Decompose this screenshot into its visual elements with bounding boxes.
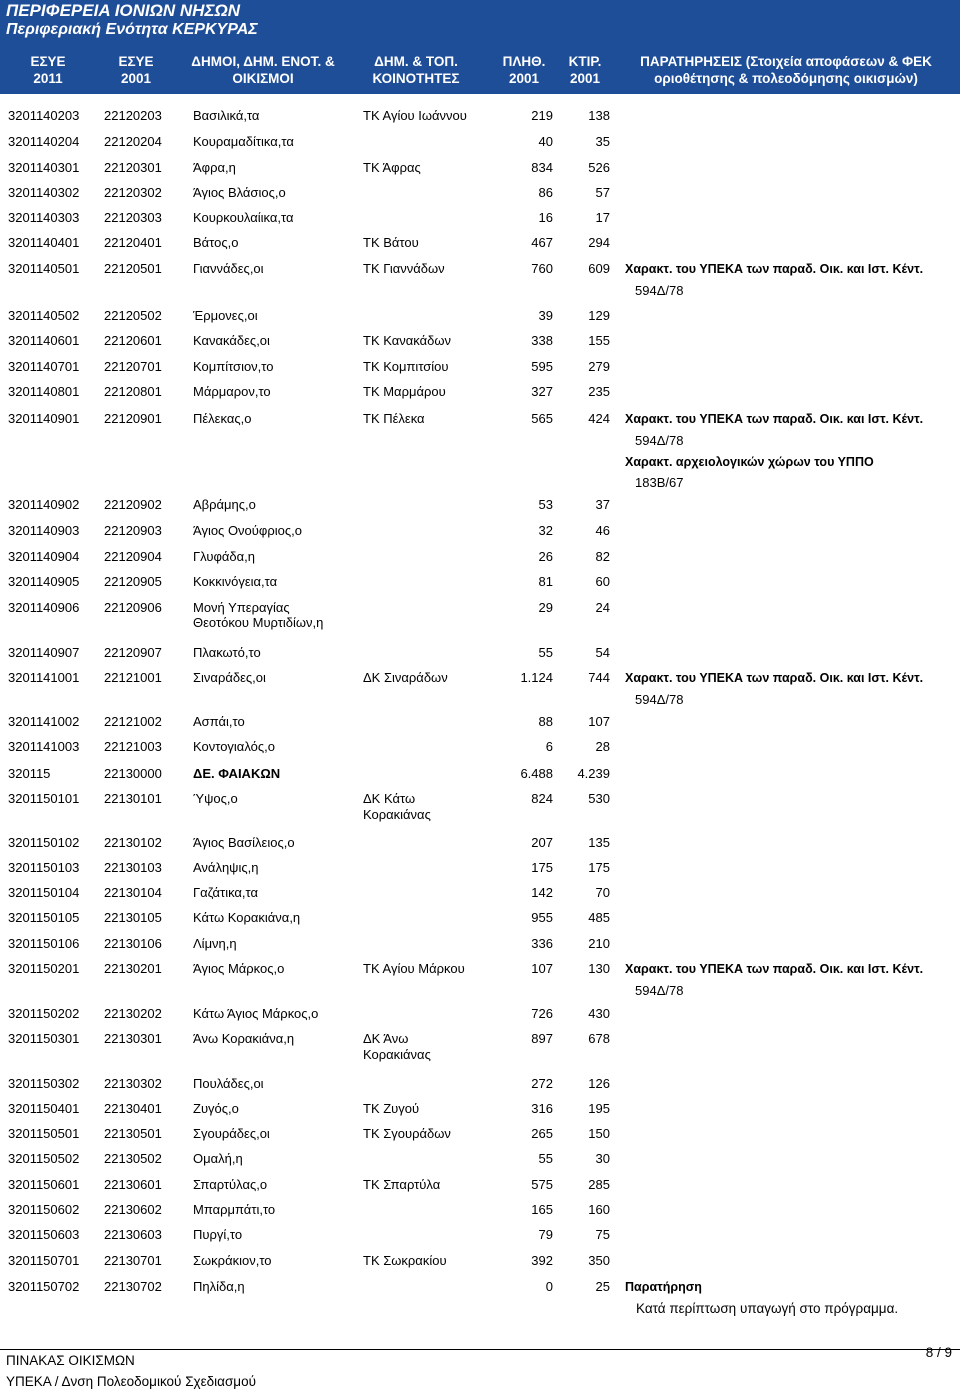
population-cell: 575: [531, 1177, 553, 1192]
esye-2001-cell: 22120904: [104, 549, 162, 564]
esye-2011-cell: 3201150602: [8, 1202, 80, 1217]
remark-text: Χαρακτ. του ΥΠΕΚΑ των παραδ. Οικ. και Ιστ. Κέντ.: [625, 962, 924, 976]
esye-2001-cell: 22121001: [104, 670, 162, 685]
esye-2001-cell: 22120903: [104, 523, 162, 538]
settlement-name-cell: Ζυγός,ο: [193, 1101, 239, 1116]
remark-note-text: Κατά περίπτωση υπαγωγή στο πρόγραμμα.: [636, 1301, 899, 1316]
population-cell: 32: [538, 523, 553, 538]
community-cell: ΤΚ Πέλεκα: [363, 411, 425, 426]
table-row: [0, 1149, 960, 1169]
settlement-name-cell: ΔΕ. ΦΑΙΑΚΩΝ: [193, 766, 281, 781]
settlement-name-cell: Έρμονες,οι: [193, 308, 258, 323]
buildings-cell: 424: [588, 411, 610, 426]
population-cell: 26: [538, 549, 553, 564]
esye-2011-cell: 3201150702: [8, 1279, 80, 1294]
buildings-cell: 57: [595, 185, 610, 200]
remark-gazette-code: 594Δ/78: [635, 692, 684, 707]
esye-2011-cell: 3201150104: [8, 885, 80, 900]
community-cell: ΤΚ Σγουράδων: [363, 1126, 451, 1141]
table-row: [0, 132, 960, 152]
esye-2011-cell: 3201141003: [8, 739, 80, 754]
esye-2001-cell: 22130202: [104, 1006, 162, 1021]
esye-2001-cell: 22121002: [104, 714, 162, 729]
population-cell: 0: [545, 1279, 553, 1294]
table-row: [0, 959, 960, 998]
community-cell: ΤΚ Άφρας: [363, 160, 421, 175]
buildings-cell: 160: [588, 1202, 610, 1217]
population-cell: 175: [531, 860, 553, 875]
esye-2001-cell: 22120203: [104, 108, 162, 123]
table-row: [0, 934, 960, 954]
esye-2001-cell: 22130702: [104, 1279, 162, 1294]
table-row: [0, 1004, 960, 1024]
buildings-cell: 530: [588, 791, 610, 806]
table-row: [0, 572, 960, 592]
buildings-cell: 210: [588, 936, 610, 951]
buildings-cell: 30: [595, 1151, 610, 1166]
settlement-name-cell: Σγουράδες,οι: [193, 1126, 270, 1141]
buildings-cell: 130: [588, 961, 610, 976]
esye-2011-cell: 3201140302: [8, 185, 80, 200]
esye-2001-cell: 22130106: [104, 936, 162, 951]
esye-2011-cell: 3201140301: [8, 160, 80, 175]
esye-2001-cell: 22130102: [104, 835, 162, 850]
esye-2001-cell: 22120907: [104, 645, 162, 660]
page-number: 8 / 9: [925, 1345, 952, 1360]
table-row: [0, 547, 960, 567]
table-row: [0, 306, 960, 326]
population-cell: 207: [531, 835, 553, 850]
population-cell: 338: [531, 333, 553, 348]
buildings-cell: 609: [588, 261, 610, 276]
settlement-name-cell: Άγιος Ονούφριος,ο: [193, 523, 302, 538]
footer-divider: [0, 1349, 960, 1350]
table-row: [0, 409, 960, 490]
table-row: [0, 1124, 960, 1144]
header-band: [0, 0, 960, 94]
settlement-name-cell: Ύψος,ο: [193, 791, 238, 806]
table-row: [0, 598, 960, 630]
table-row: [0, 259, 960, 298]
esye-2001-cell: 22130401: [104, 1101, 162, 1116]
table-row: [0, 1099, 960, 1119]
settlement-name-cell: Κοκκινόγεια,τα: [193, 574, 278, 589]
population-cell: 107: [531, 961, 553, 976]
settlement-name-cell: Άγιος Βασίλειος,ο: [193, 835, 295, 850]
regional-unit-title: Περιφεριακή Ενότητα ΚΕΡΚΥΡΑΣ: [6, 21, 258, 38]
settlement-name-cell: Ανάληψις,η: [193, 860, 259, 875]
remark-text: Παρατήρηση: [625, 1280, 702, 1294]
esye-2011-cell: 3201140502: [8, 308, 80, 323]
buildings-cell: 294: [588, 235, 610, 250]
population-cell: 53: [538, 497, 553, 512]
population-cell: 265: [531, 1126, 553, 1141]
esye-2001-cell: 22120601: [104, 333, 162, 348]
settlement-name-cell: Πυργί,το: [193, 1227, 243, 1242]
settlement-name-cell: Πέλεκας,ο: [193, 411, 252, 426]
esye-2011-cell: 3201150105: [8, 910, 80, 925]
buildings-cell: 135: [588, 835, 610, 850]
esye-2001-cell: 22130601: [104, 1177, 162, 1192]
table-row: [0, 1175, 960, 1195]
population-cell: 40: [538, 134, 553, 149]
buildings-cell: 75: [595, 1227, 610, 1242]
settlement-name-cell: Μπαρμπάτι,το: [193, 1202, 276, 1217]
esye-2001-cell: 22130104: [104, 885, 162, 900]
esye-2011-cell: 3201140203: [8, 108, 80, 123]
esye-2001-cell: 22120502: [104, 308, 162, 323]
region-title: ΠΕΡΙΦΕΡΕΙΑ ΙΟΝΙΩΝ ΝΗΣΩΝ: [6, 1, 241, 20]
esye-2001-cell: 22130101: [104, 791, 162, 806]
settlement-name-cell: Λίμνη,η: [193, 936, 237, 951]
buildings-cell: 25: [595, 1279, 610, 1294]
column-header-esye-2011: ΕΣΥΕ 2011: [30, 54, 66, 86]
population-cell: 897: [531, 1031, 553, 1046]
settlement-name-cell: Πλακωτό,το: [193, 645, 261, 660]
population-cell: 79: [538, 1227, 553, 1242]
buildings-cell: 285: [588, 1177, 610, 1192]
settlement-name-cell: Κουρκουλαίικα,τα: [193, 210, 294, 225]
settlement-name-cell: Σπαρτύλας,ο: [193, 1177, 268, 1192]
buildings-cell: 126: [588, 1076, 610, 1091]
column-header-buildings: ΚΤΙΡ. 2001: [568, 54, 602, 86]
community-cell: ΤΚ Αγίου Ιωάννου: [363, 108, 467, 123]
remark-gazette-code: 594Δ/78: [635, 283, 684, 298]
table-row: [0, 183, 960, 203]
buildings-cell: 4.239: [577, 766, 610, 781]
table-row: [0, 712, 960, 732]
esye-2011-cell: 3201140601: [8, 333, 80, 348]
population-cell: 595: [531, 359, 553, 374]
esye-2011-cell: 3201150302: [8, 1076, 80, 1091]
table-row: [0, 1225, 960, 1245]
population-cell: 6: [545, 739, 553, 754]
esye-2001-cell: 22130602: [104, 1202, 162, 1217]
buildings-cell: 28: [595, 739, 610, 754]
column-header-remarks: ΠΑΡΑΤΗΡΗΣΕΙΣ (Στοιχεία αποφάσεων & ΦΕΚ οριοθέτησης & πολεοδόμησης οικισμών): [640, 54, 932, 86]
population-cell: 467: [531, 235, 553, 250]
esye-2001-cell: 22120905: [104, 574, 162, 589]
esye-2011-cell: 3201150401: [8, 1101, 80, 1116]
table-row: [0, 357, 960, 377]
esye-2011-cell: 3201150603: [8, 1227, 80, 1242]
population-cell: 165: [531, 1202, 553, 1217]
esye-2001-cell: 22120204: [104, 134, 162, 149]
population-cell: 219: [531, 108, 553, 123]
community-cell: ΤΚ Ζυγού: [363, 1101, 420, 1116]
esye-2011-cell: 3201140204: [8, 134, 80, 149]
esye-2011-cell: 3201140902: [8, 497, 80, 512]
settlement-name-cell: Ομαλή,η: [193, 1151, 243, 1166]
population-cell: 55: [538, 1151, 553, 1166]
settlement-name-cell: Γαζάτικα,τα: [193, 885, 259, 900]
esye-2001-cell: 22130501: [104, 1126, 162, 1141]
population-cell: 272: [531, 1076, 553, 1091]
settlement-name-cell: Πηλίδα,η: [193, 1279, 245, 1294]
settlement-name-cell: Κάτω Κορακιάνα,η: [193, 910, 301, 925]
table-row: [0, 106, 960, 126]
table-row: [0, 208, 960, 228]
buildings-cell: 744: [588, 670, 610, 685]
community-cell: ΔΚ Άνω: [363, 1031, 409, 1046]
settlement-name-cell: Σωκράκιον,το: [193, 1253, 272, 1268]
esye-2001-cell: 22130000: [104, 766, 162, 781]
community-cell: ΤΚ Σωκρακίου: [363, 1253, 447, 1268]
buildings-cell: 155: [588, 333, 610, 348]
settlement-name-cell: Ασπάι,το: [193, 714, 245, 729]
remark-gazette-code-secondary: 183Β/67: [635, 475, 684, 490]
settlement-name-line2: Θεοτόκου Μυρτιδίων,η: [193, 615, 324, 630]
population-cell: 16: [538, 210, 553, 225]
esye-2011-cell: 3201150202: [8, 1006, 80, 1021]
buildings-cell: 195: [588, 1101, 610, 1116]
buildings-cell: 485: [588, 910, 610, 925]
esye-2011-cell: 3201140903: [8, 523, 80, 538]
buildings-cell: 235: [588, 384, 610, 399]
esye-2001-cell: 22120302: [104, 185, 162, 200]
column-header-settlements: ΔΗΜΟΙ, ΔΗΜ. ΕΝΟΤ. & ΟΙΚΙΣΜΟΙ: [191, 54, 335, 86]
buildings-cell: 175: [588, 860, 610, 875]
esye-2011-cell: 3201140801: [8, 384, 80, 399]
buildings-cell: 526: [588, 160, 610, 175]
population-cell: 316: [531, 1101, 553, 1116]
table-row: [0, 521, 960, 541]
esye-2001-cell: 22120701: [104, 359, 162, 374]
settlement-name-cell: Άνω Κορακιάνα,η: [193, 1031, 295, 1046]
population-cell: 1.124: [520, 670, 553, 685]
table-row: [0, 233, 960, 253]
community-cell: ΤΚ Μαρμάρου: [363, 384, 446, 399]
esye-2011-cell: 3201150301: [8, 1031, 80, 1046]
buildings-cell: 35: [595, 134, 610, 149]
esye-2011-cell: 3201150101: [8, 791, 80, 806]
table-row: [0, 668, 960, 707]
settlement-name-cell: Κάτω Άγιος Μάρκος,ο: [193, 1006, 319, 1021]
table-row: [0, 158, 960, 178]
community-cell: ΤΚ Σπαρτύλα: [363, 1177, 441, 1192]
population-cell: 834: [531, 160, 553, 175]
esye-2001-cell: 22120902: [104, 497, 162, 512]
footer-table-name: ΠΙΝΑΚΑΣ ΟΙΚΙΣΜΩΝ: [6, 1353, 135, 1368]
esye-2001-cell: 22130105: [104, 910, 162, 925]
esye-2011-cell: 3201141002: [8, 714, 80, 729]
table-row: [0, 1029, 960, 1062]
table-row: [0, 1074, 960, 1094]
esye-2011-cell: 3201140401: [8, 235, 80, 250]
buildings-cell: 279: [588, 359, 610, 374]
table-row: [0, 495, 960, 515]
esye-2001-cell: 22130603: [104, 1227, 162, 1242]
community-cell: ΤΚ Βάτου: [363, 235, 419, 250]
settlement-name-cell: Γλυφάδα,η: [193, 549, 255, 564]
population-cell: 824: [531, 791, 553, 806]
population-cell: 29: [538, 600, 553, 615]
buildings-cell: 150: [588, 1126, 610, 1141]
esye-2011-cell: 3201140906: [8, 600, 80, 615]
esye-2011-cell: 3201140303: [8, 210, 80, 225]
population-cell: 336: [531, 936, 553, 951]
table-row: [0, 789, 960, 822]
settlement-name-cell: Μονή Υπεραγίας: [193, 600, 290, 615]
esye-2011-cell: 3201150106: [8, 936, 80, 951]
remark-gazette-code: 594Δ/78: [635, 983, 684, 998]
settlement-name-cell: Κανακάδες,οι: [193, 333, 270, 348]
esye-2011-cell: 3201141001: [8, 670, 80, 685]
remark-text: Χαρακτ. του ΥΠΕΚΑ των παραδ. Οικ. και Ιστ. Κέντ.: [625, 671, 924, 685]
buildings-cell: 24: [595, 600, 610, 615]
esye-2001-cell: 22130701: [104, 1253, 162, 1268]
remark-gazette-code: 594Δ/78: [635, 433, 684, 448]
population-cell: 88: [538, 714, 553, 729]
esye-2001-cell: 22130502: [104, 1151, 162, 1166]
table-row: [0, 883, 960, 903]
buildings-cell: 17: [595, 210, 610, 225]
settlement-name-cell: Άφρα,η: [193, 160, 236, 175]
community-line2: Κορακιάνας: [363, 1047, 431, 1062]
column-header-communities: ΔΗΜ. & ΤΟΠ. ΚΟΙΝΟΤΗΤΕΣ: [372, 54, 460, 86]
esye-2011-cell: 3201150102: [8, 835, 80, 850]
settlement-name-cell: Κουραμαδίτικα,τα: [193, 134, 294, 149]
buildings-cell: 60: [595, 574, 610, 589]
settlement-name-cell: Κομπίτσιον,το: [193, 359, 274, 374]
community-line2: Κορακιάνας: [363, 807, 431, 822]
esye-2001-cell: 22121003: [104, 739, 162, 754]
community-cell: ΤΚ Κομπιτσίου: [363, 359, 449, 374]
population-cell: 39: [538, 308, 553, 323]
settlement-name-cell: Γιαννάδες,οι: [193, 261, 264, 276]
population-cell: 565: [531, 411, 553, 426]
table-row: [0, 1277, 960, 1316]
esye-2001-cell: 22130201: [104, 961, 162, 976]
table-row: [0, 858, 960, 878]
settlement-name-cell: Βάτος,ο: [193, 235, 239, 250]
esye-2001-cell: 22120901: [104, 411, 162, 426]
esye-2011-cell: 3201140904: [8, 549, 80, 564]
population-cell: 142: [531, 885, 553, 900]
buildings-cell: 54: [595, 645, 610, 660]
remark-text: Χαρακτ. του ΥΠΕΚΑ των παραδ. Οικ. και Ιστ. Κέντ.: [625, 412, 924, 426]
settlement-name-cell: Μάρμαρον,το: [193, 384, 271, 399]
buildings-cell: 46: [595, 523, 610, 538]
settlement-name-cell: Κοντογιαλός,ο: [193, 739, 275, 754]
table-row: [0, 643, 960, 663]
population-cell: 81: [538, 574, 553, 589]
population-cell: 392: [531, 1253, 553, 1268]
table-row: [0, 833, 960, 853]
esye-2011-cell: 3201150601: [8, 1177, 80, 1192]
buildings-cell: 82: [595, 549, 610, 564]
population-cell: 955: [531, 910, 553, 925]
buildings-cell: 678: [588, 1031, 610, 1046]
buildings-cell: 129: [588, 308, 610, 323]
esye-2001-cell: 22130103: [104, 860, 162, 875]
population-cell: 6.488: [520, 766, 553, 781]
settlement-name-cell: Άγιος Βλάσιος,ο: [193, 185, 286, 200]
esye-2011-cell: 3201150103: [8, 860, 80, 875]
community-cell: ΤΚ Κανακάδων: [363, 333, 452, 348]
remark-text-secondary: Χαρακτ. αρχειολογικών χώρων του ΥΠΠΟ: [625, 455, 874, 469]
buildings-cell: 138: [588, 108, 610, 123]
community-cell: ΤΚ Γιαννάδων: [363, 261, 445, 276]
table-row: [0, 764, 960, 784]
esye-2011-cell: 3201150502: [8, 1151, 80, 1166]
column-header-esye-2001: ΕΣΥΕ 2001: [118, 54, 154, 86]
esye-2011-cell: 3201150701: [8, 1253, 80, 1268]
settlement-name-cell: Πουλάδες,οι: [193, 1076, 264, 1091]
community-cell: ΔΚ Σιναράδων: [363, 670, 448, 685]
community-cell: ΤΚ Αγίου Μάρκου: [363, 961, 465, 976]
esye-2011-cell: 3201140901: [8, 411, 80, 426]
esye-2001-cell: 22120501: [104, 261, 162, 276]
buildings-cell: 107: [588, 714, 610, 729]
settlement-name-cell: Σιναράδες,οι: [193, 670, 266, 685]
settlement-name-cell: Αβράμης,ο: [193, 497, 256, 512]
settlement-name-cell: Βασιλικά,τα: [193, 108, 260, 123]
settlement-name-cell: Άγιος Μάρκος,ο: [193, 961, 285, 976]
table-row: [0, 382, 960, 402]
population-cell: 86: [538, 185, 553, 200]
community-cell: ΔΚ Κάτω: [363, 791, 416, 806]
buildings-cell: 350: [588, 1253, 610, 1268]
esye-2001-cell: 22120303: [104, 210, 162, 225]
table-row: [0, 1251, 960, 1271]
esye-2011-cell: 3201140501: [8, 261, 80, 276]
esye-2001-cell: 22120301: [104, 160, 162, 175]
population-cell: 760: [531, 261, 553, 276]
remark-text: Χαρακτ. του ΥΠΕΚΑ των παραδ. Οικ. και Ιστ. Κέντ.: [625, 262, 924, 276]
table-row: [0, 331, 960, 351]
table-row: [0, 1200, 960, 1220]
esye-2011-cell: 3201140701: [8, 359, 80, 374]
population-cell: 327: [531, 384, 553, 399]
column-header-population: ΠΛΗΘ. 2001: [502, 54, 546, 86]
esye-2001-cell: 22130302: [104, 1076, 162, 1091]
esye-2011-cell: 3201150201: [8, 961, 80, 976]
buildings-cell: 37: [595, 497, 610, 512]
esye-2001-cell: 22120801: [104, 384, 162, 399]
footer-department: ΥΠΕΚΑ / Δνση Πολεοδομικού Σχεδιασμού: [6, 1374, 256, 1389]
table-row: [0, 908, 960, 928]
esye-2011-cell: 320115: [8, 766, 51, 781]
esye-2011-cell: 3201140907: [8, 645, 80, 660]
esye-2011-cell: 3201150501: [8, 1126, 80, 1141]
buildings-cell: 430: [588, 1006, 610, 1021]
esye-2001-cell: 22120401: [104, 235, 162, 250]
esye-2001-cell: 22120906: [104, 600, 162, 615]
buildings-cell: 70: [595, 885, 610, 900]
esye-2001-cell: 22130301: [104, 1031, 162, 1046]
population-cell: 726: [531, 1006, 553, 1021]
population-cell: 55: [538, 645, 553, 660]
table-row: [0, 737, 960, 757]
esye-2011-cell: 3201140905: [8, 574, 80, 589]
